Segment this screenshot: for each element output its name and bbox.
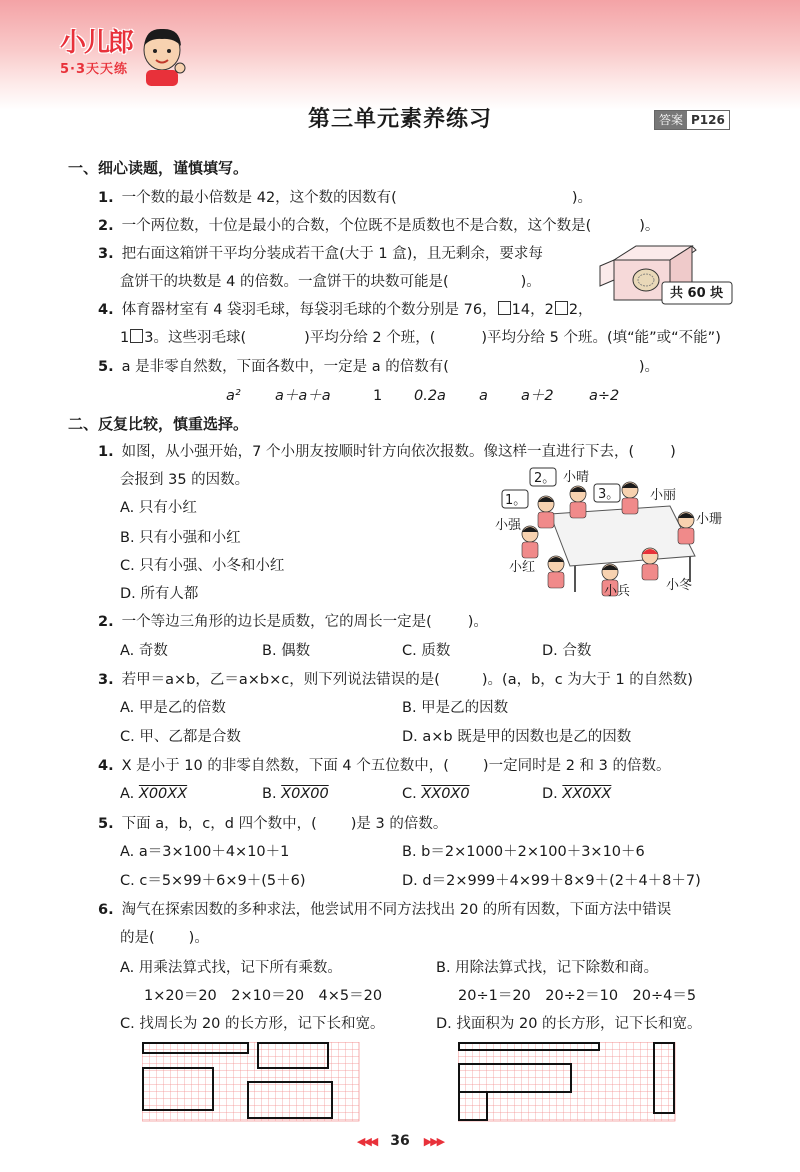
s2-q3	[98, 670, 693, 690]
question-text: 一个数的最小倍数是 42，这个数的因数有(	[121, 190, 397, 206]
mascot-boy-icon	[136, 24, 188, 86]
question-end: )。	[520, 274, 541, 290]
s1-q5-item: a＋a＋a	[275, 388, 331, 404]
option-value: X0X00	[281, 786, 329, 802]
question-end: )。	[467, 614, 488, 630]
question-text: 盒饼干的块数是 4 的倍数。一盒饼干的块数可能是(	[120, 274, 449, 290]
page-number: 36	[390, 1133, 410, 1149]
cookie-box-label: 共 60 块	[670, 286, 724, 301]
question-number: 3.	[98, 246, 114, 262]
question-end: )是 3 的倍数。	[350, 816, 448, 832]
s2-q4-option-b[interactable]	[262, 784, 329, 804]
s1-q5-item: 0.2a	[414, 388, 446, 404]
kid-name-xiaobing: 小兵	[604, 584, 631, 599]
question-number: 1.	[98, 190, 114, 206]
question-end: )	[670, 444, 676, 460]
grid-area-rectangles	[458, 1042, 676, 1122]
s2-q5-option-d[interactable]: D. d＝2×999＋4×99＋8×9＋(2＋4＋8＋7)	[402, 873, 701, 889]
s1-q2	[98, 216, 659, 236]
option-letter: B.	[262, 786, 277, 802]
question-text: a 是非零自然数，下面各数中，一定是 a 的倍数有(	[121, 359, 449, 375]
s2-q1-line2: 会报到 35 的因数。	[120, 472, 250, 488]
s2-q6-option-b-calc: 20÷1＝20 20÷2＝10 20÷4＝5	[458, 988, 697, 1004]
kid-name-xiaoqiang: 小强	[495, 518, 522, 533]
bubble-1: 1。	[505, 493, 527, 508]
s2-q1-option-b[interactable]: B. 只有小强和小红	[120, 530, 241, 546]
s2-q6-option-a-calc: 1×20＝20 2×10＝20 4×5＝20	[144, 988, 383, 1004]
question-number: 2.	[98, 614, 114, 630]
question-text: 若甲＝a×b，乙＝a×b×c，则下列说法错误的是(	[121, 672, 440, 688]
s1-q5-item: 1	[373, 388, 383, 404]
question-number: 4.	[98, 758, 114, 774]
question-text: 一个等边三角形的边长是质数，它的周长一定是(	[121, 614, 432, 630]
s2-q3-option-d[interactable]: D. a×b 既是甲的因数也是乙的因数	[402, 729, 632, 745]
kid-name-xiaoli: 小丽	[650, 488, 677, 503]
s2-q6-line2	[120, 928, 209, 948]
s2-q3-option-c[interactable]: C. 甲、乙都是合数	[120, 729, 241, 745]
s2-q2-option-b[interactable]: B. 偶数	[262, 643, 311, 659]
digit-box[interactable]	[555, 301, 568, 315]
kid-name-xiaohong: 小红	[509, 560, 536, 575]
bubble-2: 2。	[534, 471, 556, 486]
question-end: )。(a，b，c 为大于 1 的自然数)	[481, 672, 693, 688]
brand-name: 小儿郎	[60, 28, 133, 58]
s1-q5-item: a÷2	[589, 388, 620, 404]
question-end: )。	[188, 930, 209, 946]
s2-q3-option-b[interactable]: B. 甲是乙的因数	[402, 700, 509, 716]
question-end: )。	[638, 359, 660, 375]
option-value: X00XX	[138, 786, 188, 802]
question-end: )。	[571, 190, 592, 206]
s2-q2-option-a[interactable]: A. 奇数	[120, 643, 168, 659]
question-text: 2，	[568, 302, 593, 318]
option-letter: D.	[542, 786, 558, 802]
s2-q4	[98, 756, 670, 776]
s2-q4-option-c[interactable]	[402, 784, 470, 804]
bubble-3: 3。	[598, 487, 620, 502]
s2-q1-option-a[interactable]: A. 只有小红	[120, 500, 197, 516]
brand-logo	[60, 30, 132, 77]
grid-perimeter-rectangles	[142, 1042, 360, 1122]
option-value: XX0XX	[562, 786, 612, 802]
s2-q2	[98, 612, 488, 632]
question-number: 2.	[98, 218, 114, 234]
question-text: 把右面这箱饼干平均分装成若干盒(大于 1 盒)，且无剩余，要求每	[121, 246, 543, 262]
digit-box[interactable]	[498, 301, 511, 315]
s2-q5-option-a[interactable]: A. a＝3×100＋4×10＋1	[120, 844, 290, 860]
question-text: )平均分给 2 个班，(	[304, 330, 436, 346]
brand-series: 5·3天天练	[60, 62, 129, 77]
s2-q6-line1	[98, 900, 671, 920]
s1-q3-line1	[98, 244, 543, 264]
question-text: )平均分给 5 个班。(填“能”或“不能”)	[481, 330, 721, 346]
s1-q1	[98, 188, 592, 208]
question-text: 3。这些羽毛球(	[144, 330, 247, 346]
s2-q6-option-b[interactable]: B. 用除法算式找，记下除数和商。	[436, 960, 659, 976]
question-text: 一个两位数，十位是最小的合数，个位既不是质数也不是合数，这个数是(	[121, 218, 592, 234]
question-number: 3.	[98, 672, 114, 688]
question-text: 淘气在探索因数的多种求法，他尝试用不同方法找出 20 的所有因数，下面方法中错误	[121, 902, 672, 918]
question-text: 的是(	[120, 930, 155, 946]
page-footer	[0, 1133, 800, 1149]
section1-heading: 一、细心读题，谨慎填写。	[68, 159, 249, 177]
question-end: )。	[639, 218, 660, 234]
question-number: 4.	[98, 302, 114, 318]
answer-reference	[654, 110, 730, 130]
question-number: 6.	[98, 902, 114, 918]
s2-q3-option-a[interactable]: A. 甲是乙的倍数	[120, 700, 226, 716]
question-text: X 是小于 10 的非零自然数，下面 4 个五位数中，(	[121, 758, 449, 774]
s2-q5	[98, 814, 447, 834]
kid-name-xiaoshan: 小珊	[696, 512, 723, 527]
question-number: 5.	[98, 359, 114, 375]
answer-page: P126	[691, 113, 725, 127]
option-value: XX0X0	[421, 786, 470, 802]
s1-q4-line2	[120, 328, 721, 348]
s1-q5	[98, 357, 659, 377]
question-text: 体育器材室有 4 袋羽毛球，每袋羽毛球的个数分别是 76，	[121, 302, 497, 318]
s2-q2-option-c[interactable]: C. 质数	[402, 643, 451, 659]
s1-q4-line1	[98, 300, 593, 320]
s2-q2-option-d[interactable]: D. 合数	[542, 643, 592, 659]
question-text: 14，2	[511, 302, 554, 318]
s2-q4-option-a[interactable]	[120, 784, 187, 804]
s2-q4-option-d[interactable]	[542, 784, 611, 804]
kid-name-xiaoqing: 小晴	[563, 470, 590, 485]
s1-q5-item: a²	[226, 388, 241, 404]
s1-q5-item: a	[479, 388, 488, 404]
next-arrows-icon: ▶▶▶	[423, 1135, 444, 1148]
question-end: )一定同时是 2 和 3 的倍数。	[482, 758, 671, 774]
option-letter: C.	[402, 786, 417, 802]
s1-q5-item: a＋2	[521, 388, 554, 404]
s2-q5-option-b[interactable]: B. b＝2×1000＋2×100＋3×10＋6	[402, 844, 645, 860]
s2-q6-option-c[interactable]: C. 找周长为 20 的长方形，记下长和宽。	[120, 1016, 385, 1032]
s2-q1-line1	[98, 442, 676, 462]
s2-q1-option-c[interactable]: C. 只有小强、小冬和小红	[120, 558, 285, 574]
s2-q6-option-d[interactable]: D. 找面积为 20 的长方形，记下长和宽。	[436, 1016, 702, 1032]
section2-heading: 二、反复比较，慎重选择。	[68, 415, 249, 433]
page-title: 第三单元素养练习	[307, 107, 492, 132]
kid-name-xiaodong: 小冬	[666, 578, 693, 593]
s2-q1-option-d[interactable]: D. 所有人都	[120, 586, 199, 602]
question-text: 1	[120, 330, 130, 346]
question-text: 如图，从小强开始，7 个小朋友按顺时针方向依次报数。像这样一直进行下去，(	[121, 444, 635, 460]
question-text: 下面 a，b，c，d 四个数中，(	[121, 816, 317, 832]
answer-label: 答案	[655, 111, 687, 129]
prev-arrows-icon: ◀◀◀	[356, 1135, 377, 1148]
option-letter: A.	[120, 786, 135, 802]
question-number: 5.	[98, 816, 114, 832]
question-number: 1.	[98, 444, 114, 460]
s1-q3-line2	[120, 272, 541, 292]
s2-q5-option-c[interactable]: C. c＝5×99＋6×9＋(5＋6)	[120, 873, 306, 889]
digit-box[interactable]	[130, 329, 143, 343]
s2-q6-option-a[interactable]: A. 用乘法算式找，记下所有乘数。	[120, 960, 342, 976]
